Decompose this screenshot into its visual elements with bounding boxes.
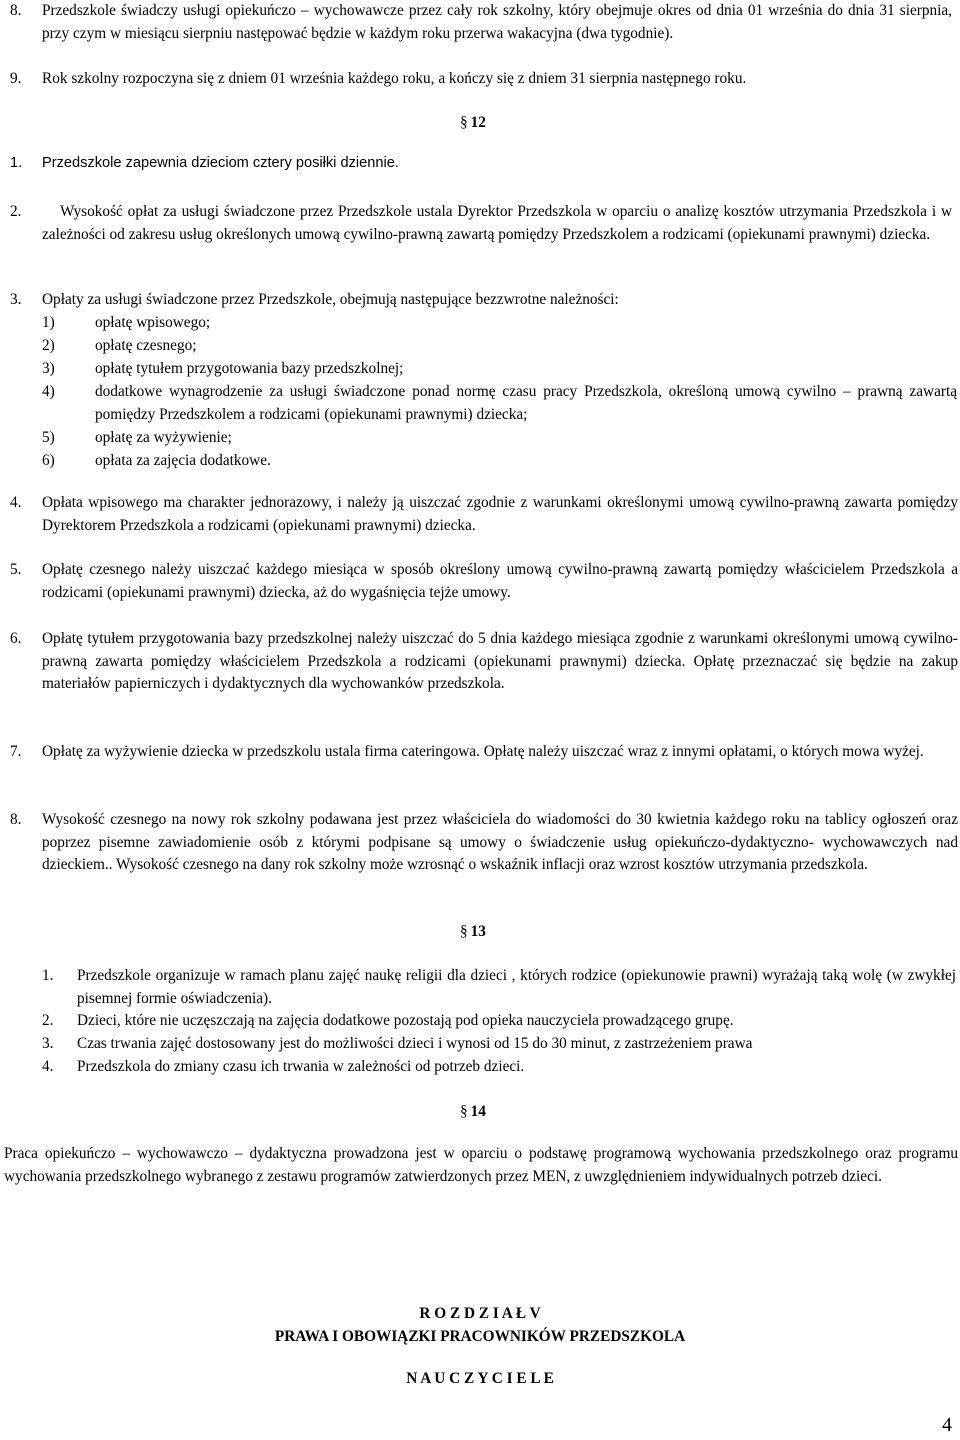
paragraph-number: 8. — [10, 811, 22, 828]
list-item-number: 3. — [42, 1035, 54, 1052]
list-item: opłata za zajęcia dodatkowe. — [95, 452, 271, 469]
paragraph-text: Opłaty za usługi świadczone przez Przedszkole, obejmują następujące bezzwrotne należności: — [42, 291, 619, 308]
paragraph-number: 2. — [10, 203, 22, 220]
list-item-number: 3) — [42, 360, 55, 377]
list-item-number: 6) — [42, 452, 55, 469]
chapter-heading: N A U C Z Y C I E L E — [406, 1370, 554, 1387]
list-item: Czas trwania zajęć dostosowany jest do możliwości dzieci i wynosi od 15 do 30 minut, z zastrzeżeniem prawa — [77, 1035, 753, 1052]
section-heading-14 — [460, 1101, 486, 1124]
paragraph-number: 1. — [10, 155, 23, 171]
list-item: opłatę czesnego; — [95, 337, 197, 354]
paragraph-text: Wysokość czesnego na nowy rok szkolny podawana jest przez właściciela do wiadomości do 30 kwietnia każdego roku na tablicy ogłoszeń oraz poprzez pisemne zawiadomienie osób z którymi podpisane są umowy o świadczenie usług opiekuńczo-dydaktyczno- wychowawczych nad dzieckiem.. Wysokość czesnego na dany rok szkolny może wzrosnąć o wskaźnik inflacji oraz wzrost kosztów utrzymania przedszkola. — [42, 811, 958, 874]
paragraph-text: Opłatę za wyżywienie dziecka w przedszkolu ustala firma cateringowa. Opłatę należy uiszczać wraz z innymi opłatami, o których mowa wyżej. — [42, 743, 924, 760]
list-item-number: 4) — [42, 383, 55, 400]
list-item-number: 2) — [42, 337, 55, 354]
list-item: opłatę za wyżywienie; — [95, 429, 232, 446]
list-item: Dzieci, które nie uczęszczają na zajęcia dodatkowe pozostają pod opieka nauczyciela prowadzącego grupę. — [77, 1012, 734, 1029]
list-item-number: 2. — [42, 1012, 54, 1029]
chapter-subtitle: PRAWA I OBOWIĄZKI PRACOWNIKÓW PRZEDSZKOLA — [274, 1328, 686, 1345]
list-item: opłatę wpisowego; — [95, 314, 211, 331]
list-item: Przedszkola do zmiany czasu ich trwania w zależności od potrzeb dzieci. — [77, 1058, 525, 1075]
list-item: opłatę tytułem przygotowania bazy przedszkolnej; — [95, 360, 404, 377]
paragraph-text: Przedszkole zapewnia dzieciom cztery posiłki dziennie. — [42, 155, 399, 171]
list-item-number: 1) — [42, 314, 55, 331]
paragraph-number: 5. — [10, 561, 22, 578]
paragraph-number: 7. — [10, 743, 22, 760]
paragraph-number: 8. — [10, 2, 22, 19]
page-number: 4 — [942, 1414, 952, 1436]
paragraph-number: 3. — [10, 291, 22, 308]
paragraph-number: 9. — [10, 70, 22, 87]
paragraph-text: Praca opiekuńczo – wychowawczo – dydaktyczna prowadzona jest w oparciu o podstawę programową wychowania przedszkolnego oraz programu wychowania przedszkolnego wybranego z zestawu programów zatwierdzonych przez MEN, z uwzględnieniem indywidualnych potrzeb dzieci. — [4, 1145, 958, 1185]
section-mark: § — [460, 923, 468, 940]
paragraph-text: Rok szkolny rozpoczyna się z dniem 01 września każdego roku, a kończy się z dniem 31 sierpnia następnego roku. — [42, 70, 747, 87]
paragraph-text: Opłatę czesnego należy uiszczać każdego miesiąca w sposób określony umową cywilno-prawną zawartą pomiędzy właścicielem Przedszkola a rodzicami (opiekunami prawnymi) dziecka, aż do wygaśnięcia tejże umowy. — [42, 561, 958, 601]
paragraph-text: Opłata wpisowego ma charakter jednorazowy, i należy ją uiszczać zgodnie z warunkami określonymi umową cywilno-prawną zawarta pomiędzy Dyrektorem Przedszkola a rodzicami (opiekunami prawnymi) dziecka. — [42, 494, 958, 534]
list-item-number: 4. — [42, 1058, 54, 1075]
section-number: 13 — [470, 923, 486, 940]
section-mark: § — [460, 114, 468, 131]
paragraph-text: Przedszkole świadczy usługi opiekuńczo – wychowawcze przez cały rok szkolny, który obejmuje okres od dnia 01 września do dnia 31 sierpnia, przy czym w miesiącu sierpniu następować będzie w każdym roku przerwa wakacyjna (dwa tygodnie). — [42, 2, 952, 42]
section-heading-12 — [460, 112, 486, 135]
list-item: Przedszkole organizuje w ramach planu zajęć naukę religii dla dzieci , których rodzice (opiekunowie prawni) wyrażają taką wolę (w zwykłej pisemnej formie oświadczenia). — [77, 967, 956, 1007]
list-item-number: 5) — [42, 429, 55, 446]
section-number: 12 — [470, 114, 486, 131]
paragraph-text: Wysokość opłat za usługi świadczone przez Przedszkole ustala Dyrektor Przedszkola w oparciu o analizę kosztów utrzymania Przedszkola i w zależności od zakresu usług określonych umową cywilno-prawną zawartą pomiędzy Przedszkolem a rodzicami (opiekunami prawnymi) dziecka. — [42, 203, 952, 243]
list-item: dodatkowe wynagrodzenie za usługi świadczone ponad normę czasu pracy Przedszkola, określoną umową cywilno – prawną zawartą pomiędzy Przedszkolem a rodzicami (opiekunami prawnymi) dziecka; — [95, 383, 957, 423]
section-number: 14 — [470, 1103, 486, 1120]
section-heading-13 — [460, 921, 486, 944]
chapter-title: R O Z D Z I A Ł V — [419, 1305, 541, 1322]
section-mark: § — [460, 1103, 468, 1120]
paragraph-number: 4. — [10, 494, 22, 511]
paragraph-number: 6. — [10, 630, 22, 647]
list-item-number: 1. — [42, 967, 54, 984]
paragraph-text: Opłatę tytułem przygotowania bazy przedszkolnej należy uiszczać do 5 dnia każdego miesiąca zgodnie z warunkami określonymi umową cywilno-prawną zawarta pomiędzy właścicielem Przedszkola a rodzicami (opiekunami prawnymi) dziecka. Opłatę przeznaczać się będzie na zakup materiałów papierniczych i dydaktycznych dla wychowanków przedszkola. — [42, 630, 958, 693]
